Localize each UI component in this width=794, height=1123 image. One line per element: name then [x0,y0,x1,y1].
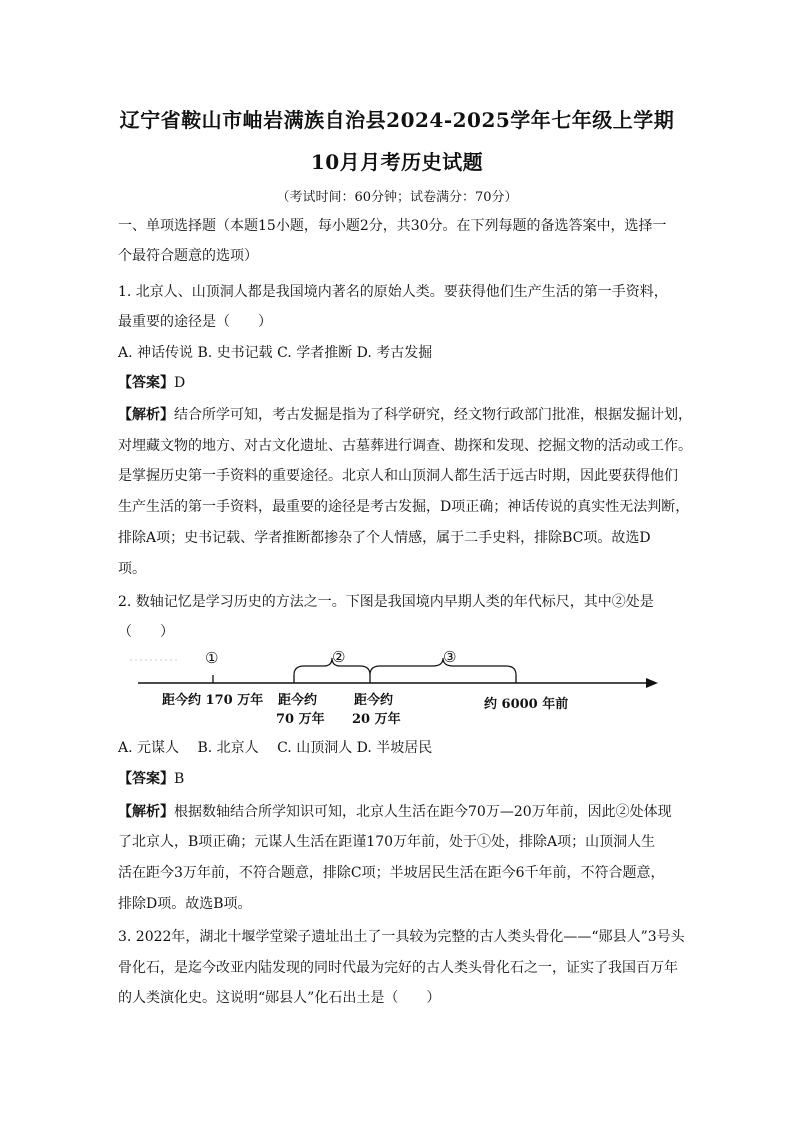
q1-stem-line2: 最重要的途径是（ ） [118,314,272,330]
timeline-label-70-line1: 距今约 [278,693,318,708]
analysis-text: 根据数轴结合所学知识可知，北京人生活在距今70万—20万年前，因此②处体现 [174,804,672,820]
document-title-line2: 10月月考历史试题 [310,150,484,174]
q2-stem-line1: 2. 数轴记忆是学习历史的方法之一。下图是我国境内早期人类的年代标尺，其中②处是 [118,594,654,610]
q3-stem-line1: 3. 2022年，湖北十堰学堂梁子遗址出土了一具较为完整的古人类头骨化——“郧县人”3号头 [118,929,685,945]
timeline-arrow-icon [646,678,658,688]
timeline-svg [118,644,678,734]
timeline-mark-2: ② [332,648,346,666]
analysis-text: 结合所学可知，考古发掘是指为了科学研究，经文物行政部门批准，根据发掘计划， [174,407,692,423]
timeline-label-70-line2: 70 万年 [276,712,325,727]
q3-stem-line2: 骨化石，是迄今改亚内陆发现的同时代最为完好的古人类头骨化石之一，证实了我国百万年 [118,960,678,976]
answer-value: D [174,375,186,391]
exam-info: （考试时间：60分钟；试卷满分：70分） [276,190,518,205]
q1-answer [118,373,688,393]
timeline-mark-1: ① [205,649,219,667]
q2-options: A. 元谋人 B. 北京人 C. 山顶洞人 D. 半坡居民 [118,740,433,756]
q2-analysis-line1 [118,802,688,822]
q2-answer [118,769,688,789]
q2-analysis-line4: 排除D项。故选B项。 [118,896,252,912]
q2-stem-line2: （ ） [118,624,174,640]
document-title-line1: 辽宁省鞍山市岫岩满族自治县2024-2025学年七年级上学期 [119,108,675,132]
analysis-tag: 【解析】 [118,804,174,820]
q3-stem-line3: 的人类演化史。这说明“郧县人”化石出土是（ ） [118,990,441,1006]
q1-analysis-line6: 项。 [118,561,146,577]
q1-analysis-line2: 对埋藏文物的地方、对古文化遗址、古墓葬进行调查、勘探和发现、挖掘文物的活动或工作。 [118,438,692,454]
q1-analysis-line3: 是掌握历史第一手资料的重要途径。北京人和山顶洞人都生活于远古时期，因此要获得他们 [118,468,678,484]
timeline-label-20-line1: 距今约 [354,693,394,708]
answer-value: B [174,771,185,787]
section-heading-line1: 一、单项选择题（本题15小题，每小题2分，共30分。在下列每题的备选答案中，选择一 [118,218,667,234]
timeline-label-20-line2: 20 万年 [352,712,401,727]
timeline-mark-3: ③ [443,648,457,666]
answer-tag: 【答案】 [118,771,174,787]
section-heading-line2: 个最符合题意的选项） [118,248,258,264]
q2-analysis-line2: 了北京人，B项正确；元谋人生活在距谨170万年前，处于①处，排除A项；山顶洞人生 [118,834,656,850]
q1-analysis-line1 [118,405,692,425]
timeline-figure [118,644,678,734]
q1-stem-line1: 1. 北京人、山顶洞人都是我国境内著名的原始人类。要获得他们生产生活的第一手资料， [118,284,668,300]
answer-tag: 【答案】 [118,375,174,391]
q1-options: A. 神话传说 B. 史书记载 C. 学者推断 D. 考古发掘 [118,345,433,361]
timeline-label-6000: 约 6000 年前 [484,697,569,712]
q2-analysis-line3: 活在距今3万年前，不符合题意，排除C项；半坡居民生活在距今6千年前，不符合题意， [118,865,665,881]
q1-analysis-line5: 排除A项；史书记载、学者推断都掺杂了个人情感，属于二手史料，排除BC项。故选D [118,530,651,546]
q1-analysis-line4: 生产生活的第一手资料，最重要的途径是考古发掘，D项正确；神话传说的真实性无法判断， [118,499,690,515]
timeline-label-170: 距今约 170 万年 [162,693,264,708]
analysis-tag: 【解析】 [118,407,174,423]
